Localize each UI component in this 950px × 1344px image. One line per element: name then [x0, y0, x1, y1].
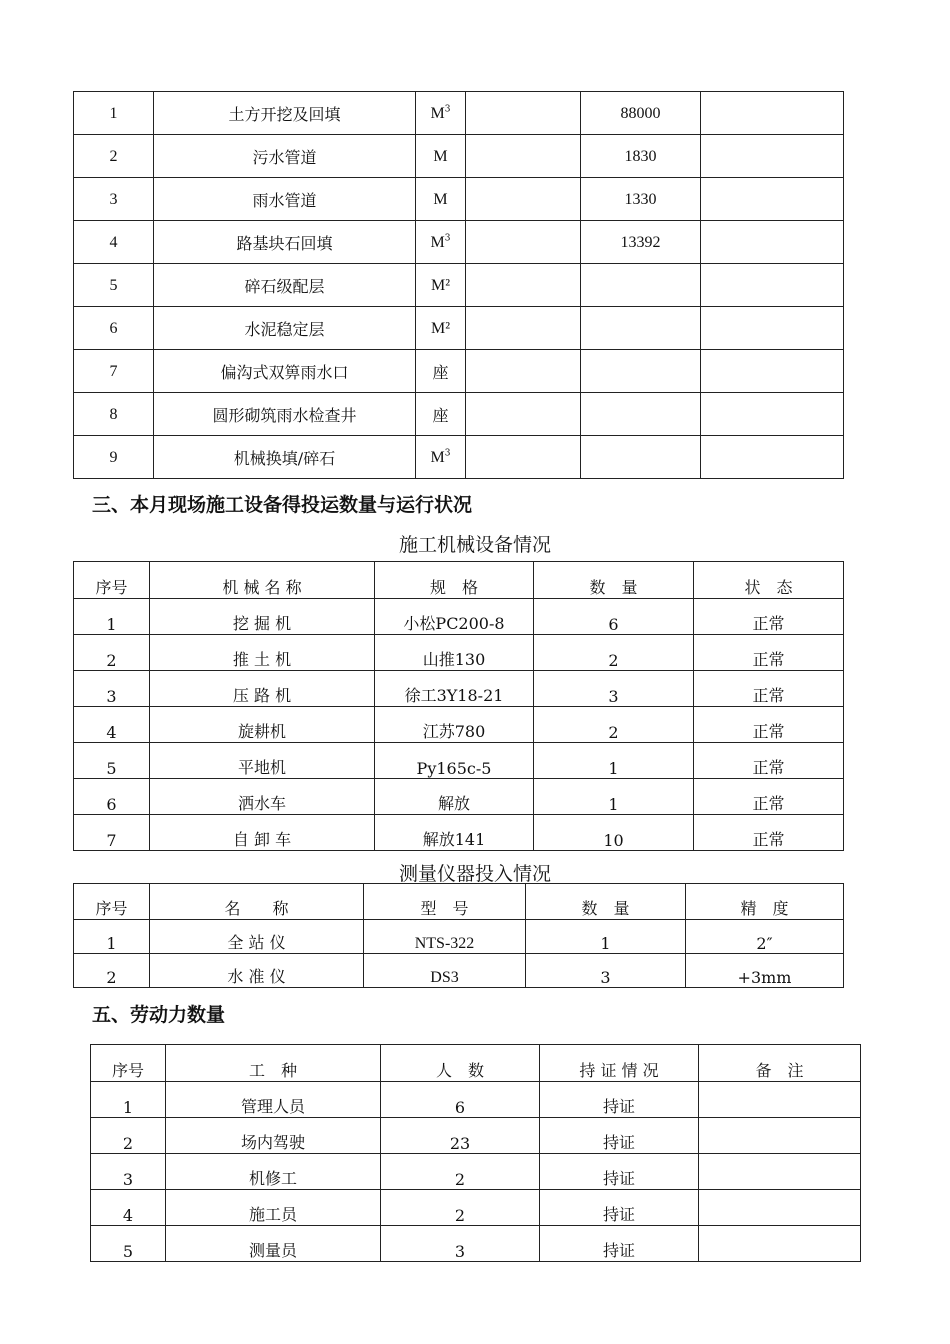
- quantity: [581, 221, 701, 264]
- work-item-name-text: 水泥稳定层: [244, 319, 325, 339]
- table-cell: 旋耕机: [150, 707, 375, 743]
- quantity-text: 1330: [624, 191, 657, 208]
- table-cell: 施工员: [166, 1190, 381, 1226]
- quantity: [581, 92, 701, 135]
- labor-table: [90, 1044, 861, 1262]
- unit: [416, 436, 466, 479]
- table-cell: 徐工3Y18-21: [375, 671, 534, 707]
- table-cell: 洒水车: [150, 779, 375, 815]
- column-header: 持 证 情 况: [540, 1045, 699, 1082]
- unit: [416, 92, 466, 135]
- row-number-text: 4: [109, 234, 118, 251]
- table-cell: 持证: [540, 1154, 699, 1190]
- work-item-name: [154, 436, 416, 479]
- table-cell: [699, 1190, 861, 1226]
- blank-cell: [466, 135, 581, 178]
- work-item-name: [154, 92, 416, 135]
- work-item-name: [154, 264, 416, 307]
- table-row: [74, 635, 844, 671]
- quantity: [581, 436, 701, 479]
- table-row: [91, 1154, 861, 1190]
- table-cell: 2: [74, 635, 150, 671]
- table-cell: 正常: [694, 815, 844, 851]
- unit-text: M²: [430, 320, 451, 337]
- remarks-cell: [701, 350, 844, 393]
- table-cell: 山推130: [375, 635, 534, 671]
- table-cell: 正常: [694, 635, 844, 671]
- table-cell: 3: [526, 954, 686, 988]
- unit: [416, 350, 466, 393]
- machines-table: [73, 561, 844, 851]
- row-number-text: 2: [109, 148, 118, 165]
- header-row: [74, 562, 844, 599]
- quantity-text: 88000: [620, 105, 661, 122]
- table-row: [74, 350, 844, 393]
- table-row: [74, 779, 844, 815]
- instruments-caption: 测量仪器投入情况: [398, 863, 551, 885]
- table-cell: 机修工: [166, 1154, 381, 1190]
- work-item-name-text: 路基块石回填: [236, 233, 333, 253]
- remarks-cell: [701, 135, 844, 178]
- table-cell: 全 站 仪: [150, 920, 364, 954]
- quantity: [581, 264, 701, 307]
- table-cell: [699, 1082, 861, 1118]
- blank-cell: [466, 393, 581, 436]
- table-cell: 2: [381, 1190, 540, 1226]
- quantity-text: 1830: [624, 148, 657, 165]
- blank-cell: [466, 436, 581, 479]
- table-cell: 平地机: [150, 743, 375, 779]
- table-row: [74, 599, 844, 635]
- table-cell: 1: [534, 779, 694, 815]
- table-cell: 正常: [694, 671, 844, 707]
- row-number-text: 7: [109, 363, 118, 380]
- column-header: 序号: [74, 562, 150, 599]
- table-cell: 10: [534, 815, 694, 851]
- table-row: [91, 1082, 861, 1118]
- table-cell: 2: [534, 635, 694, 671]
- remarks-cell: [701, 221, 844, 264]
- column-header: 数 量: [526, 884, 686, 920]
- table-cell: 6: [74, 779, 150, 815]
- table-row: [74, 264, 844, 307]
- table-cell: 2: [534, 707, 694, 743]
- unit: [416, 135, 466, 178]
- column-header: 工 种: [166, 1045, 381, 1082]
- quantity: [581, 135, 701, 178]
- table-row: [74, 954, 844, 988]
- work-item-name: [154, 350, 416, 393]
- column-header: 规 格: [375, 562, 534, 599]
- work-item-name: [154, 307, 416, 350]
- table-row: [91, 1226, 861, 1262]
- work-item-name: [154, 393, 416, 436]
- work-item-name: [154, 135, 416, 178]
- row-number: [74, 307, 154, 350]
- table-cell: 4: [91, 1190, 166, 1226]
- row-number-text: 8: [109, 406, 118, 423]
- table-cell: 解放: [375, 779, 534, 815]
- quantity: [581, 178, 701, 221]
- unit-text: M: [430, 234, 445, 251]
- table-cell: 3: [74, 671, 150, 707]
- blank-cell: [466, 221, 581, 264]
- table-cell: 持证: [540, 1118, 699, 1154]
- table-cell: 小松PC200-8: [375, 599, 534, 635]
- table-cell: [699, 1226, 861, 1262]
- table-row: [74, 815, 844, 851]
- table-cell: 管理人员: [166, 1082, 381, 1118]
- column-header: 序号: [74, 884, 150, 920]
- remarks-cell: [701, 178, 844, 221]
- table-cell: 解放141: [375, 815, 534, 851]
- table-cell: 1: [91, 1082, 166, 1118]
- unit: [416, 393, 466, 436]
- table-cell: 1: [74, 599, 150, 635]
- unit-superscript: 3: [444, 233, 451, 244]
- blank-cell: [466, 178, 581, 221]
- table-cell: 7: [74, 815, 150, 851]
- table-cell: 场内驾驶: [166, 1118, 381, 1154]
- column-header: 数 量: [534, 562, 694, 599]
- table-cell: 江苏780: [375, 707, 534, 743]
- table-row: [74, 393, 844, 436]
- column-header: 型 号: [364, 884, 526, 920]
- blank-cell: [466, 264, 581, 307]
- table-cell: 3: [381, 1226, 540, 1262]
- table-cell: Py165c-5: [375, 743, 534, 779]
- table-cell: 2: [91, 1118, 166, 1154]
- table-cell: 2″: [686, 920, 844, 954]
- instruments-table: [73, 883, 844, 988]
- remarks-cell: [701, 264, 844, 307]
- work-item-name-text: 碎石级配层: [244, 276, 325, 296]
- quantity-text: 13392: [620, 234, 661, 251]
- unit-text: 座: [432, 407, 449, 425]
- table-cell: [699, 1154, 861, 1190]
- row-number: [74, 135, 154, 178]
- work-item-name-text: 圆形砌筑雨水检查井: [212, 405, 357, 425]
- row-number: [74, 436, 154, 479]
- unit-text: M: [433, 191, 448, 208]
- remarks-cell: [701, 92, 844, 135]
- table-cell: 推 土 机: [150, 635, 375, 671]
- table-row: [91, 1190, 861, 1226]
- table-cell: 1: [534, 743, 694, 779]
- quantity: [581, 307, 701, 350]
- unit: [416, 307, 466, 350]
- work-item-name-text: 偏沟式双箅雨水口: [220, 362, 349, 382]
- row-number: [74, 221, 154, 264]
- column-header: 精 度: [686, 884, 844, 920]
- unit-text: M: [433, 148, 448, 165]
- row-number: [74, 92, 154, 135]
- table-cell: 测量员: [166, 1226, 381, 1262]
- work-item-name-text: 机械换填/碎石: [233, 448, 336, 468]
- column-header: 名 称: [150, 884, 364, 920]
- table-cell: 自 卸 车: [150, 815, 375, 851]
- works-table: [73, 91, 844, 479]
- table-row: [74, 307, 844, 350]
- table-cell: 持证: [540, 1190, 699, 1226]
- table-cell: 3: [91, 1154, 166, 1190]
- table-row: [74, 92, 844, 135]
- table-cell: 5: [91, 1226, 166, 1262]
- unit-text: M²: [430, 277, 451, 294]
- column-header: 备 注: [699, 1045, 861, 1082]
- table-cell: 2: [74, 954, 150, 988]
- table-row: [74, 221, 844, 264]
- remarks-cell: [701, 436, 844, 479]
- table-cell: 1: [526, 920, 686, 954]
- table-row: [74, 671, 844, 707]
- blank-cell: [466, 307, 581, 350]
- table-cell: 正常: [694, 743, 844, 779]
- table-row: [74, 178, 844, 221]
- table-cell: 2: [381, 1154, 540, 1190]
- table-cell: +3mm: [686, 954, 844, 988]
- table-row: [74, 743, 844, 779]
- row-number-text: 3: [109, 191, 118, 208]
- blank-cell: [466, 92, 581, 135]
- unit-text: M: [430, 105, 445, 122]
- header-row: [91, 1045, 861, 1082]
- remarks-cell: [701, 393, 844, 436]
- table-cell: 压 路 机: [150, 671, 375, 707]
- table-cell: [699, 1118, 861, 1154]
- row-number: [74, 264, 154, 307]
- machines-caption: 施工机械设备情况: [398, 534, 551, 556]
- work-item-name-text: 土方开挖及回填: [228, 104, 341, 124]
- work-item-name-text: 污水管道: [252, 147, 317, 167]
- quantity: [581, 393, 701, 436]
- unit: [416, 178, 466, 221]
- table-cell: 正常: [694, 779, 844, 815]
- unit-text: M: [430, 449, 445, 466]
- row-number: [74, 393, 154, 436]
- table-cell: 4: [74, 707, 150, 743]
- table-cell: 5: [74, 743, 150, 779]
- remarks-cell: [701, 307, 844, 350]
- table-cell: DS3: [364, 954, 526, 988]
- row-number-text: 6: [109, 320, 118, 337]
- table-cell: 6: [534, 599, 694, 635]
- blank-cell: [466, 350, 581, 393]
- section3-title: 三、本月现场施工设备得投运数量与运行状况: [92, 494, 473, 516]
- table-row: [74, 436, 844, 479]
- work-item-name: [154, 178, 416, 221]
- table-cell: 水 准 仪: [150, 954, 364, 988]
- table-row: [74, 135, 844, 178]
- work-item-name-text: 雨水管道: [252, 190, 317, 210]
- table-row: [74, 920, 844, 954]
- table-cell: 持证: [540, 1226, 699, 1262]
- table-cell: 正常: [694, 707, 844, 743]
- work-item-name: [154, 221, 416, 264]
- table-row: [91, 1118, 861, 1154]
- table-cell: 1: [74, 920, 150, 954]
- column-header: 机 械 名 称: [150, 562, 375, 599]
- unit: [416, 221, 466, 264]
- table-cell: 挖 掘 机: [150, 599, 375, 635]
- column-header: 人 数: [381, 1045, 540, 1082]
- column-header: 序号: [91, 1045, 166, 1082]
- row-number-text: 9: [109, 449, 118, 466]
- table-row: [74, 707, 844, 743]
- unit-superscript: 3: [444, 104, 451, 115]
- unit-superscript: 3: [444, 448, 451, 459]
- unit: [416, 264, 466, 307]
- table-cell: 23: [381, 1118, 540, 1154]
- table-cell: NTS-322: [364, 920, 526, 954]
- row-number-text: 5: [109, 277, 118, 294]
- row-number: [74, 350, 154, 393]
- column-header: 状 态: [694, 562, 844, 599]
- row-number-text: 1: [109, 105, 118, 122]
- table-cell: 持证: [540, 1082, 699, 1118]
- table-cell: 3: [534, 671, 694, 707]
- table-cell: 6: [381, 1082, 540, 1118]
- quantity: [581, 350, 701, 393]
- row-number: [74, 178, 154, 221]
- table-cell: 正常: [694, 599, 844, 635]
- header-row: [74, 884, 844, 920]
- unit-text: 座: [432, 364, 449, 382]
- section5-title: 五、劳动力数量: [92, 1004, 226, 1026]
